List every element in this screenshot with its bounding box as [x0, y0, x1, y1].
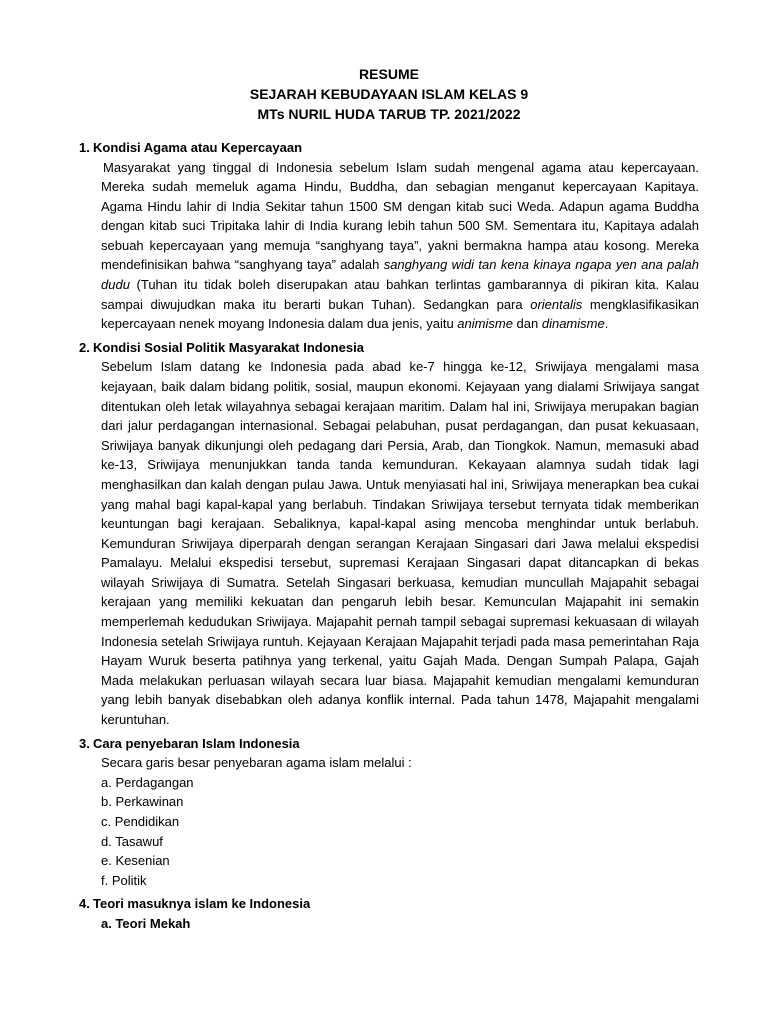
section-3-intro: Secara garis besar penyebaran agama islam melalui : — [101, 755, 412, 771]
section-1-heading — [79, 138, 699, 158]
section-4 — [79, 894, 699, 933]
section-3-list — [101, 753, 699, 890]
list-item: d. Tasawuf — [101, 833, 163, 849]
s1-text-b: (Tuhan itu tidak boleh diserupakan atau bahkan terlintas gambarannya di pikiran kita. Kalau sampai diwujudkan maka itu berarti bukan Tuhan). Sedangkan para — [101, 277, 699, 312]
section-2-heading — [79, 338, 699, 358]
title-school: MTs NURIL HUDA TARUB TP. 2021/2022 — [257, 106, 521, 122]
list-item: f. Politik — [101, 872, 147, 888]
section-1-number: 1. — [79, 140, 90, 155]
section-3-number: 3. — [79, 735, 90, 751]
section-3-title: Cara penyebaran Islam Indonesia — [93, 735, 300, 751]
list-item: e. Kesenian — [101, 853, 170, 869]
list-item: b. Perkawinan — [101, 794, 184, 810]
s1-italic-d: dinamisme — [541, 316, 605, 332]
s1-italic-c: animisme — [457, 316, 513, 332]
section-2-paragraph: Sebelum Islam datang ke Indonesia pada abad ke-7 hingga ke-12, Sriwijaya mengalami masa kejayaan, baik dalam bidang politik, sosial, maupun ekonomi. Kejayaan yang dialami Sriwijaya sangat ditentukan oleh letak wilayahnya sebagai kerajaan maritim. Dalam hal ini, Sriwijaya merupakan bagian dari jalur perdagangan internasional. Sebagai pelabuhan, pusat perdagangan, dan pusat kekuasaan, Sriwijaya banyak dikunjungi oleh pedagang dari Persia, Arab, dan Tiongkok. Namun, memasuki abad ke-13, Sriwijaya menunjukkan tanda tanda kemunduran. Kekayaan alamnya sudah tidak lagi menghasilkan dan kalah dengan pulau Jawa. Untuk menyiasati hal ini, Sriwijaya menerapkan bea cukai yang mahal bagi kapal-kapal yang berlabuh. Tindakan Sriwijaya tersebut ternyata tidak memberikan keuntungan bagi kerajaan. Sebaliknya, kapal-kapal asing mencoba menghindar untuk berlabuh. Kemunduran Sriwijaya diperparah dengan serangan Kerajaan Singasari dari Jawa melalui ekspedisi Pamalayu. Melalui ekspedisi tersebut, supremasi Kerajaan Singasari dapat ditancapkan di bekas wilayah Sriwijaya di Sumatra. Setelah Singasari berkuasa, kemudian muncullah Majapahit sebagai kerajaan yang memiliki kekuatan dan pengaruh lebih besar. Kemunculan Majapahit ini semakin memperlemah kedudukan Sriwijaya. Majapahit pernah tampil sebagai supremasi kekuasaan di wilayah Indonesia setelah Sriwijaya runtuh. Kejayaan Kerajaan Majapahit terjadi pada masa pemerintahan Raja Hayam Wuruk beserta patihnya yang terkenal, yaitu Gajah Mada. Dengan Sumpah Palapa, Gajah Mada melakukan perluasan wilayah secara luar biasa. Majapahit kemudian mengalami kemunduran yang lebih banyak disebabkan oleh adanya konflik internal. Pada tahun 1478, Majapahit mengalami keruntuhan. — [101, 359, 699, 728]
s1-text-a: Masyarakat yang tinggal di Indonesia sebelum Islam sudah mengenal agama atau kepercayaan. Mereka sudah memeluk agama Hindu, Buddha, dan sebagian menganut kepercayaan Kapitaya. Agama Hindu lahir di India Sekitar tahun 1500 SM dengan kitab suci Weda. Adapun agama Buddha dengan kitab suci Tripitaka lahir di India kurang lebih tahun 500 SM. Sementara itu, Kapitaya adalah sebuah kepercayaan yang memuja “sanghyang taya”, yakni bermakna hampa atau kosong. Mereka mendefinisikan bahwa “sanghyang taya” adalah — [101, 159, 699, 273]
section-2 — [79, 338, 699, 730]
section-4-subheading-a: a. Teori Mekah — [101, 915, 191, 931]
section-4-title: Teori masuknya islam ke Indonesia — [93, 896, 311, 912]
list-item: c. Pendidikan — [101, 813, 180, 829]
list-item: a. Perdagangan — [101, 774, 194, 790]
section-4-heading — [79, 894, 699, 914]
section-1-title: Kondisi Agama atau Kepercayaan — [93, 140, 303, 155]
s1-italic-b: orientalis — [530, 296, 583, 312]
document-title — [79, 64, 699, 124]
title-resume: RESUME — [359, 66, 419, 82]
section-1 — [79, 138, 699, 334]
s1-text-c: mengklasifikasikan kepercayaan nenek moyang Indonesia dalam dua jenis, yaitu — [101, 296, 699, 332]
section-4-number: 4. — [79, 896, 90, 912]
s1-text-d: dan — [512, 316, 542, 332]
s1-italic-a: sanghyang widi tan kena kinaya ngapa yen ana palah dudu — [101, 257, 699, 293]
section-2-title: Kondisi Sosial Politik Masyarakat Indonesia — [93, 339, 364, 355]
section-2-number: 2. — [79, 339, 90, 355]
section-1-paragraph — [101, 158, 699, 334]
section-3 — [79, 734, 699, 891]
title-subject: SEJARAH KEBUDAYAAN ISLAM KELAS 9 — [249, 86, 529, 102]
section-3-heading — [79, 734, 699, 754]
s1-text-e: . — [604, 316, 609, 332]
